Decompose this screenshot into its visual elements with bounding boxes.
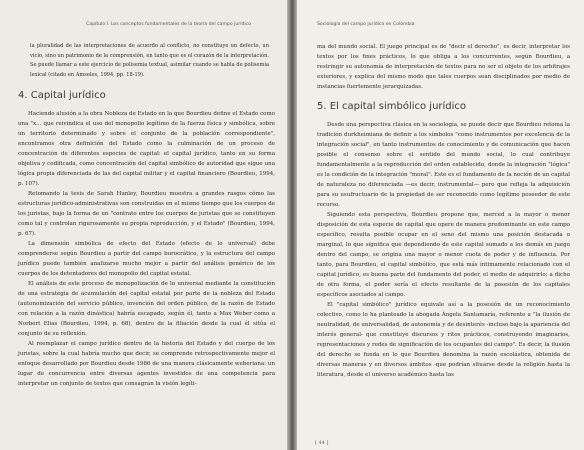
left-block-quote: la pluralidad de las interpretaciones de acuerdo al conflicto, no constituye un defecto, un vicio, sino un patrimonio de la comprensión, en tanto que es el corazón de la interpretación. Se puede llamar a este ejercicio de polisemia textual, asimilar cuando se habla de polisemia lexical (citado en Amseles, 1994, pp. 18-19). (30, 43, 269, 78)
left-paragraph-1: Haciendo alusión a la obra Nobleza de Estado en la que Bourdieu define el Estado como una "x... que reivindica el uso del monopolio legítimo de la fuerza física y simbólica, sobre un territorio determinado y sobre el conjunto de la población correspondiente", encontramos otra definición del Estado como la culminación de un proceso de concentración de diferentes especies de capital: el capital jurídico, tanto en su forma objetiva y codificada, como concentración del capital simbólico de autoridad que sigue una lógica propia diferenciada de las del capital militar y el capital financiero (Bourdieu, 1994, p. 107). (18, 111, 275, 187)
right-page (297, 0, 584, 450)
right-paragraph-1: Desde una perspectiva clásica en la sociología, se puede decir que Bourdieu retoma la tradición durkheimiana de definir a los símbolos "como instrumentos por excelencia de la integración social", en tanto instrumentos de conocimiento y de comunicación que hacen posible el consenso sobre el sentido del mundo social, lo cual contribuye fundamentalmente a la reproducción del orden establecido, donde la integración "lógica" es la condición de la integración "moral". Este es el fundamento de la noción de un capital de naturaleza no diferenciada —es decir, instrumental— pero que refleja la adquisición para su usufructuario de la propiedad de ser reconocido como legítimo poseedor de este recurso. (317, 122, 570, 208)
left-page (0, 0, 287, 450)
right-paragraph-3: El "capital simbólico" jurídico equivale así a la posesión de un reconocimiento colectivo, como lo ha planteado la abogada Ángela Santamaría, referente a "la ilusión de neutralidad, de universalidad, de autonomía y de desinterés -incluso bajo la apariencia del interés general- que constituye discursos y ritos prácticos, construyendo imaginarios, representaciones y redes de significación de los ocupantes del campo". Es decir, la ilusión del derecho se funda en lo que Bourdieu denomina la razón escolástica, obtenida de diversas maneras y en diversos ámbitos -que podrían situarse desde la religión hasta la literatura, desde el universo académico hasta las (317, 302, 570, 378)
right-running-head: Sociología del campo jurídico en Colombia (317, 22, 415, 27)
book-gutter (287, 0, 297, 450)
left-paragraph-2: Retomando la tesis de Sarah Hanley, Bourdieu muestra a grandes rasgos cómo las estructuras jurídico-administrativas son construidas en el mismo tiempo que los cuerpos de los juristas, bajo la forma de un "contrato entre los cuerpos de juristas que se constituyen como tal y controlan rigurosamente su propia reproducción, y el Estado" (Bourdieu, 1994, p. 67). (18, 191, 275, 237)
right-section-heading: 5. El capital simbólico jurídico (317, 101, 467, 112)
left-paragraph-5: Al reemplazar el campo jurídico dentro de la historia del Estado y del cuerpo de los juristas, sobre la cual habría mucho que decir, se comprende retrospectivamente mejor el enfoque desarrollado por Bourdieu desde 1986 de una manera clásicamente weberiana: un lugar de concurrencia entre diversas agentes investidos de una competencia para interpretar un conjunto de textos que consagran la visión legíti- (18, 341, 275, 387)
right-paragraph-2: Siguiendo esta perspectiva, Bourdieu propone que, merced a la mayor o menor disposición de esta especie de capital que opere de manera predominante en este campo específico, resulta posible ocupar en el seno del mismo una posición destacada o marginal, lo que significa que dependiendo de este capital sumado a los demás en juego dentro del campo, se origina una mayor o menor cuota de poder y de influencia. Por tanto, para Bourdieu, el capital simbólico, que está más íntimamente relacionado con el capital jurídico, es buena parte del fundamento del poder, el medio de adquirirlo; a dicho de otra forma, el poder sería el efecto resultante de la posesión de los capitales específicos asociados al campo. (317, 212, 570, 298)
right-paragraph-continued: ma del mundo social. El juego principal es de "decir el derecho", es decir, interpretar los textos por los fines prácticos, lo que obliga a los concurrentes, según Bourdieu, a restringir su autonomía de interpretación de textos para no ser el objeto de los arbitrajes exteriores, y explica del mismo modo que tales cuerpos sean disciplinados por medio de instancias fuertemente jerarquizadas. (317, 44, 570, 90)
left-section-heading: 4. Capital jurídico (18, 90, 106, 101)
right-page-number: [ 44 ] (315, 440, 329, 446)
left-paragraph-3: La dimensión simbólica de efecto del Estado (efecto de lo universal) debe comprenderse según Bourdieu a partir del campo burocrático, y la estructura del campo jurídico puede también analizarse mucho mejor a partir del análisis genérico de los cuerpos de los detentadores del monopolio del capital estatal. (18, 241, 275, 277)
left-paragraph-4: El análisis de este proceso de monopolización de lo universal mediante la constitución de una estrategia de acumulación del capital estatal por parte de la nobleza del Estado (autonomización del servicio público, invención del orden público, de la razón de Estado con relación a la razón dinástica) habría escapado, según él, tanto a Max Weber como a Norbert Elias (Bourdieu, 1994, p. 68), dentro de la filiación desde la cual él sitúa el conjunto de su reflexión. (18, 281, 275, 337)
left-running-head: Capítulo I. Los conceptos fundamentales de la teoría del campo jurídico (86, 22, 251, 27)
